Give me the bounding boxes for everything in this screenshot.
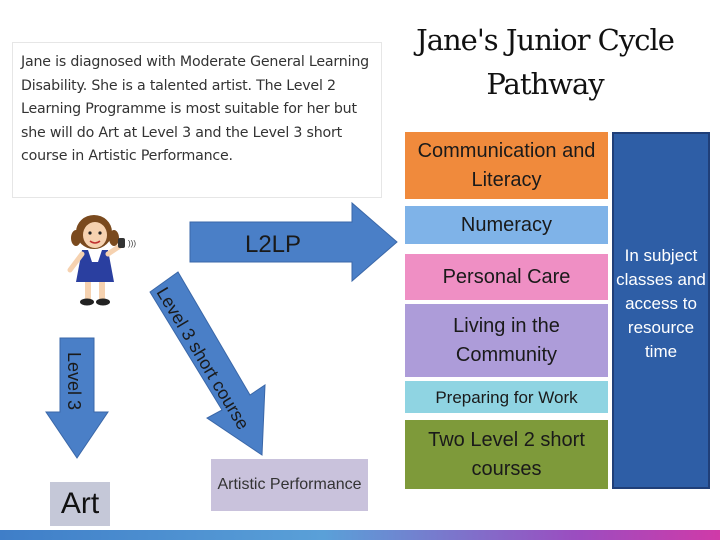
box-communication-literacy <box>405 132 608 199</box>
box-label: Numeracy <box>460 213 553 236</box>
intro-text: Jane is diagnosed with Moderate General Learning Disability. She is a talented artist. The Level 2 Learning Programme is most suitable for her but she will do Art at Level 3 and the Level 3 short course in Artistic Performance. <box>12 42 382 198</box>
level3-label: Level 3 <box>64 352 84 411</box>
box-label: Communication and Literacy <box>417 139 596 191</box>
art-box: Art <box>50 482 110 526</box>
box-living-in-community <box>405 304 608 377</box>
l2lp-arrow <box>190 203 397 281</box>
page-title: Jane's Junior Cycle Pathway <box>416 23 674 101</box>
svg-text:))): ))) <box>128 239 136 248</box>
side-panel-text: In subject classes and access to resource time <box>616 246 706 361</box>
l2lp-label: L2LP <box>244 231 302 258</box>
bottom-accent-bar <box>0 530 720 540</box>
box-personal-care <box>405 254 608 300</box>
side-panel <box>612 132 710 489</box>
box-numeracy <box>405 206 608 244</box>
box-label: Living in the Community <box>453 314 560 366</box>
level3-short-course-arrow <box>150 272 265 455</box>
artistic-performance-box: Artistic Performance <box>211 459 368 511</box>
box-label: Personal Care <box>442 265 571 288</box>
box-label: Two Level 2 short courses <box>428 428 585 480</box>
box-preparing-for-work <box>405 381 608 413</box>
box-two-level2-short-courses <box>405 420 608 489</box>
level3-short-course-label: Level 3 short course <box>152 283 254 434</box>
level3-arrow <box>46 338 108 458</box>
box-label: Preparing for Work <box>435 387 578 407</box>
